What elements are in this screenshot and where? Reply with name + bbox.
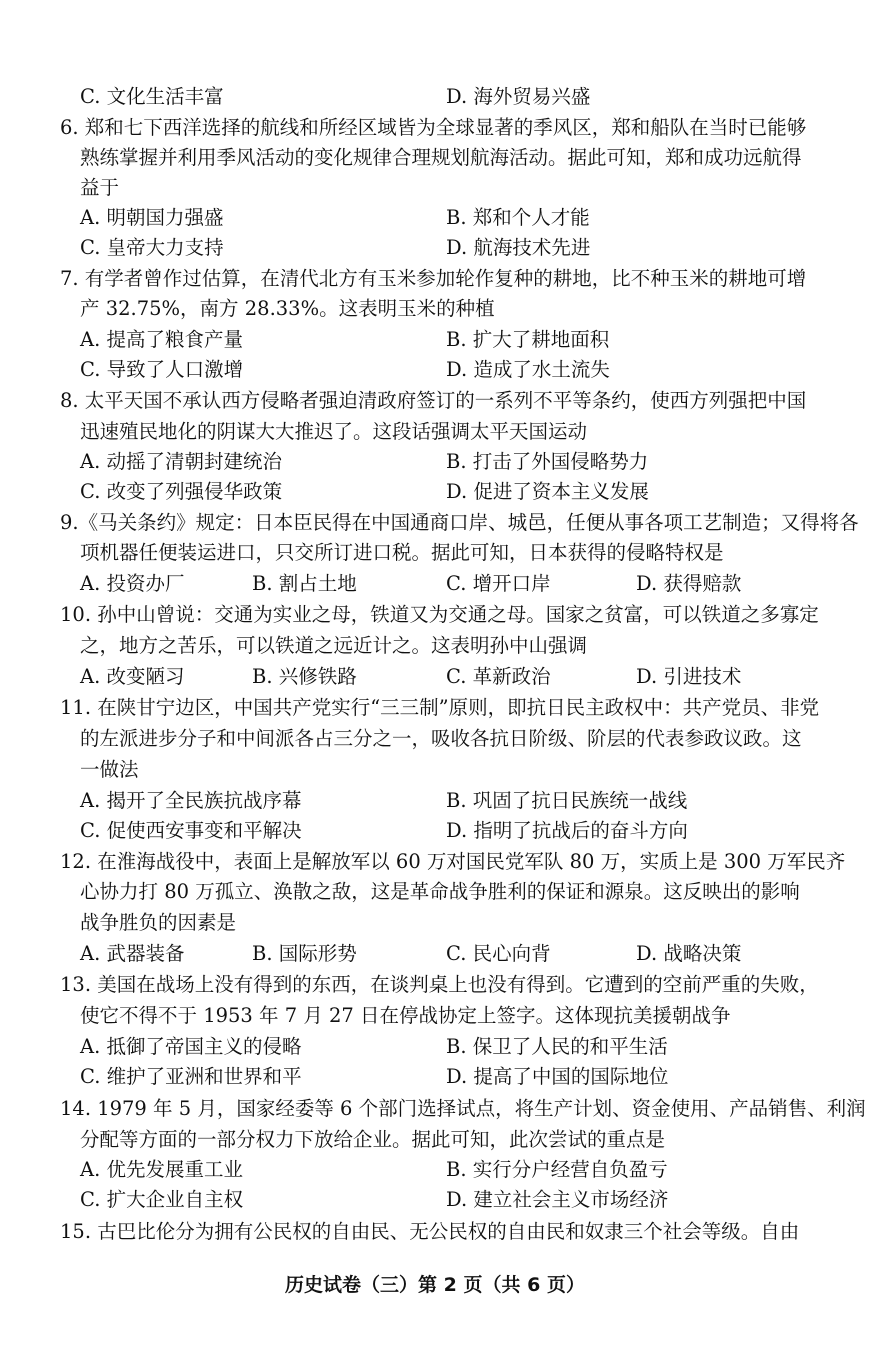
option-d: D. 建立社会主义市场经济: [446, 1188, 669, 1211]
option-b: B. 郑和个人才能: [446, 206, 590, 229]
question-text: 心协力打 80 万孤立、涣散之敌，这是革命战争胜利的保证和源泉。这反映出的影响: [80, 880, 800, 903]
option-c: C. 维护了亚洲和世界和平: [80, 1065, 302, 1088]
option-c: C. 促使西安事变和平解决: [80, 819, 302, 842]
question-text: 熟练掌握并利用季风活动的变化规律合理规划航海活动。据此可知，郑和成功远航得: [80, 146, 802, 169]
option-c: C. 民心向背: [446, 942, 551, 965]
option-a: A. 动摇了清朝封建统治: [80, 450, 282, 473]
question-text: 13. 美国在战场上没有得到的东西，在谈判桌上也没有得到。它遭到的空前严重的失败，: [60, 973, 819, 996]
option-d: D. 海外贸易兴盛: [446, 85, 591, 108]
question-text: 一做法: [80, 758, 139, 781]
option-b: B. 实行分户经营自负盈亏: [446, 1158, 668, 1181]
option-d: D. 获得赔款: [636, 572, 742, 595]
option-c: C. 文化生活丰富: [80, 85, 224, 108]
question-text: 使它不得不于 1953 年 7 月 27 日在停战协定上签字。这体现抗美援朝战争: [80, 1004, 731, 1027]
option-d: D. 航海技术先进: [446, 236, 591, 259]
option-d: D. 促进了资本主义发展: [446, 480, 649, 503]
option-b: B. 兴修铁路: [252, 665, 357, 688]
question-text: 之，地方之苦乐，可以铁道之远近计之。这表明孙中山强调: [80, 634, 588, 657]
question-text: 分配等方面的一部分权力下放给企业。据此可知，此次尝试的重点是: [80, 1128, 666, 1151]
option-d: D. 提高了中国的国际地位: [446, 1065, 669, 1088]
question-text: 9.《马关条约》规定：日本臣民得在中国通商口岸、城邑，任便从事各项工艺制造；又得将各: [60, 511, 859, 534]
option-b: B. 保卫了人民的和平生活: [446, 1035, 668, 1058]
option-c: C. 革新政治: [446, 665, 551, 688]
option-b: B. 割占土地: [252, 572, 357, 595]
question-text: 6. 郑和七下西洋选择的航线和所经区域皆为全球显著的季风区，郑和船队在当时已能够: [60, 116, 807, 139]
option-d: D. 引进技术: [636, 665, 742, 688]
question-text: 15. 古巴比伦分为拥有公民权的自由民、无公民权的自由民和奴隶三个社会等级。自由: [60, 1220, 800, 1243]
option-b: B. 打击了外国侵略势力: [446, 450, 649, 473]
question-text: 项机器任便装运进口，只交所订进口税。据此可知，日本获得的侵略特权是: [80, 541, 724, 564]
question-text: 产 32.75%，南方 28.33%。这表明玉米的种植: [80, 297, 495, 320]
question-text: 的左派进步分子和中间派各占三分之一，吸收各抗日阶级、阶层的代表参政议政。这: [80, 727, 802, 750]
page-footer: 历史试卷（三）第 2 页（共 6 页）: [285, 1274, 585, 1296]
option-d: D. 指明了抗战后的奋斗方向: [446, 819, 688, 842]
option-a: A. 投资办厂: [80, 572, 185, 595]
question-text: 7. 有学者曾作过估算，在清代北方有玉米参加轮作复种的耕地，比不种玉米的耕地可增: [60, 267, 807, 290]
option-a: A. 明朝国力强盛: [80, 206, 224, 229]
option-a: A. 改变陋习: [80, 665, 185, 688]
question-text: 战争胜负的因素是: [80, 911, 237, 934]
option-d: D. 战略决策: [636, 942, 742, 965]
option-d: D. 造成了水土流失: [446, 358, 610, 381]
option-b: B. 巩固了抗日民族统一战线: [446, 789, 688, 812]
option-a: A. 武器装备: [80, 942, 185, 965]
option-a: A. 提高了粮食产量: [80, 328, 243, 351]
question-text: 14. 1979 年 5 月，国家经委等 6 个部门选择试点，将生产计划、资金使用、产品销售、利润: [60, 1097, 866, 1120]
question-text: 迅速殖民地化的阴谋大大推迟了。这段话强调太平天国运动: [80, 420, 588, 443]
option-a: A. 揭开了全民族抗战序幕: [80, 789, 302, 812]
option-a: A. 优先发展重工业: [80, 1158, 243, 1181]
option-c: C. 导致了人口激增: [80, 358, 244, 381]
question-text: 11. 在陕甘宁边区，中国共产党实行“三三制”原则，即抗日民主政权中：共产党员、非党: [60, 696, 820, 719]
option-c: C. 增开口岸: [446, 572, 551, 595]
option-b: B. 扩大了耕地面积: [446, 328, 610, 351]
question-text: 10. 孙中山曾说：交通为实业之母，铁道又为交通之母。国家之贫富，可以铁道之多寡定: [60, 603, 819, 626]
option-c: C. 改变了列强侵华政策: [80, 480, 283, 503]
option-c: C. 皇帝大力支持: [80, 236, 224, 259]
option-b: B. 国际形势: [252, 942, 357, 965]
question-text: 8. 太平天国不承认西方侵略者强迫清政府签订的一系列不平等条约，使西方列强把中国: [60, 389, 807, 412]
question-text: 益于: [80, 176, 120, 199]
question-text: 12. 在淮海战役中，表面上是解放军以 60 万对国民党军队 80 万，实质上是 300 万军民齐: [60, 850, 846, 873]
option-c: C. 扩大企业自主权: [80, 1188, 244, 1211]
option-a: A. 抵御了帝国主义的侵略: [80, 1035, 302, 1058]
